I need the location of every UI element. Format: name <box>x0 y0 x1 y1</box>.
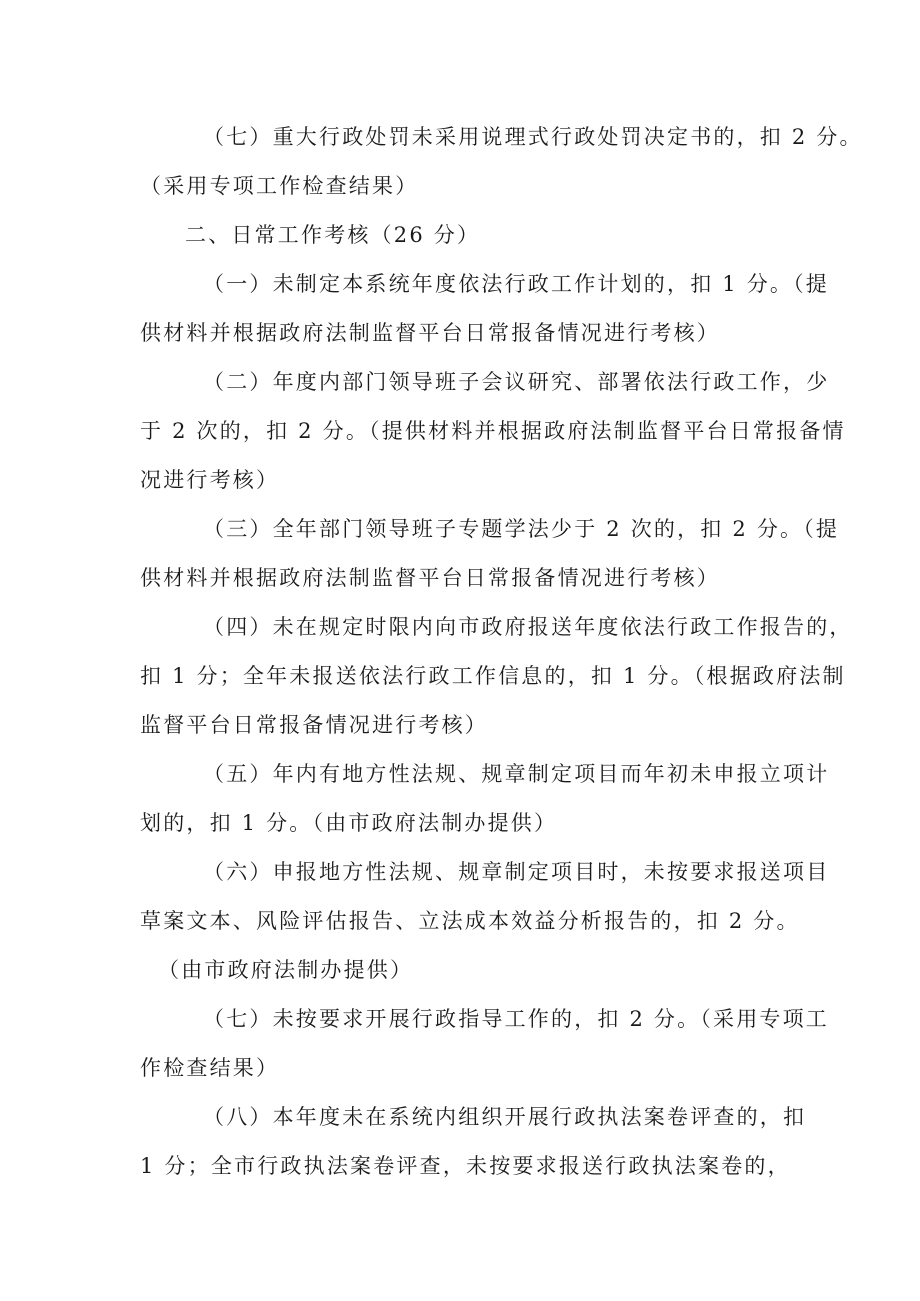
text-line: 供材料并根据政府法制监督平台日常报备情况进行考核） <box>140 566 720 590</box>
section-heading: 二、日常工作考核（26 分） <box>185 223 481 247</box>
text-line: 况进行考核） <box>140 468 280 492</box>
text-line: 草案文本、风险评估报告、立法成本效益分析报告的，扣 2 分。 <box>140 909 800 933</box>
text-line: 供材料并根据政府法制监督平台日常报备情况进行考核） <box>140 321 720 345</box>
text-line: （采用专项工作检查结果） <box>140 174 419 198</box>
text-line: 划的，扣 1 分。（由市政府法制办提供） <box>140 811 558 835</box>
text-line: 作检查结果） <box>140 1056 280 1080</box>
text-line: （由市政府法制办提供） <box>158 958 414 982</box>
text-line: 于 2 次的，扣 2 分。（提供材料并根据政府法制监督平台日常报备情 <box>140 419 846 443</box>
text-line: （三）全年部门领导班子专题学法少于 2 次的，扣 2 分。（提 <box>203 517 840 541</box>
text-line: （七）未按要求开展行政指导工作的，扣 2 分。（采用专项工 <box>203 1007 830 1031</box>
text-line: 监督平台日常报备情况进行考核） <box>140 713 488 737</box>
text-line: （五）年内有地方性法规、规章制定项目而年初未申报立项计 <box>203 762 830 786</box>
text-line: （四）未在规定时限内向市政府报送年度依法行政工作报告的， <box>203 615 853 639</box>
text-line: 扣 1 分；全年未报送依法行政工作信息的，扣 1 分。（根据政府法制 <box>140 664 846 688</box>
text-line: （八）本年度未在系统内组织开展行政执法案卷评查的，扣 <box>203 1105 807 1129</box>
text-line: （六）申报地方性法规、规章制定项目时，未按要求报送项目 <box>203 860 830 884</box>
text-line: 1 分；全市行政执法案卷评查，未按要求报送行政执法案卷的， <box>140 1154 791 1178</box>
text-line: （七）重大行政处罚未采用说理式行政处罚决定书的，扣 2 分。 <box>203 125 863 149</box>
text-line: （一）未制定本系统年度依法行政工作计划的，扣 1 分。（提 <box>203 272 830 296</box>
text-line: （二）年度内部门领导班子会议研究、部署依法行政工作，少 <box>203 370 830 394</box>
